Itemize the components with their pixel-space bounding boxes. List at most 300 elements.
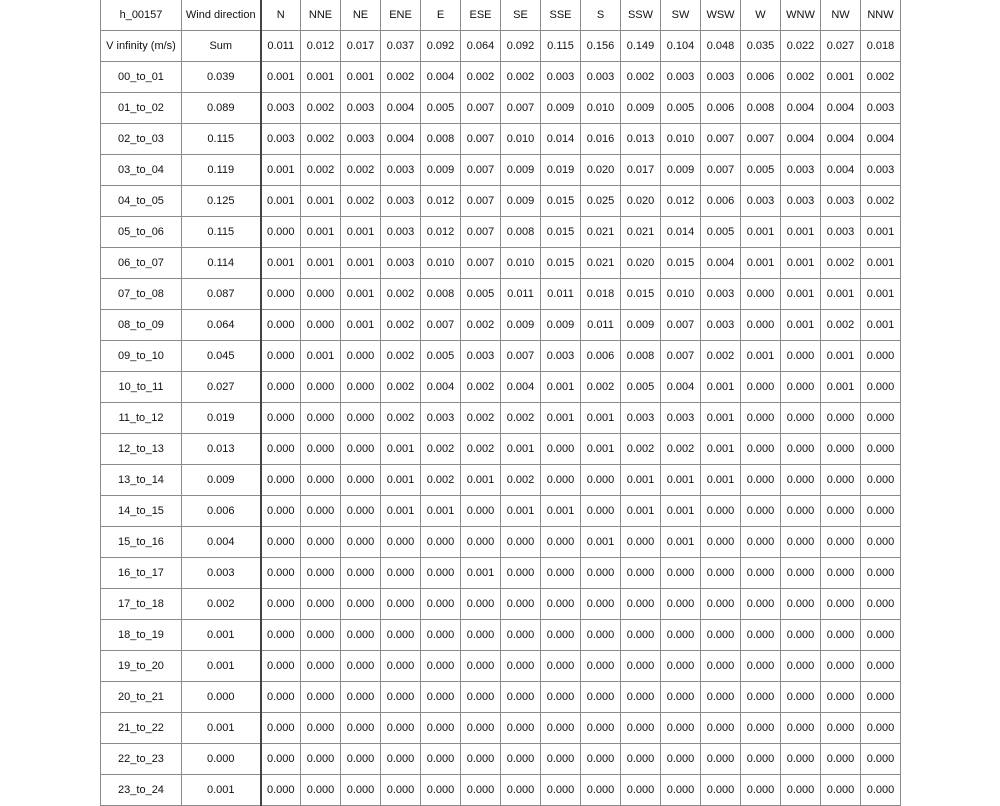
frequency-cell: 0.004: [381, 124, 421, 155]
direction-header-cell: SE: [501, 0, 541, 31]
frequency-cell: 0.013: [621, 124, 661, 155]
row-sum-cell: 0.045: [182, 341, 261, 372]
frequency-cell: 0.000: [261, 496, 301, 527]
frequency-cell: 0.000: [821, 558, 861, 589]
frequency-cell: 0.005: [661, 93, 701, 124]
speed-bin-label: 07_to_08: [101, 279, 182, 310]
frequency-cell: 0.000: [701, 496, 741, 527]
wind-frequency-table: [100, 0, 901, 806]
frequency-cell: 0.000: [421, 744, 461, 775]
frequency-cell: 0.000: [501, 744, 541, 775]
frequency-cell: 0.000: [541, 682, 581, 713]
frequency-cell: 0.002: [621, 434, 661, 465]
frequency-cell: 0.000: [421, 589, 461, 620]
frequency-cell: 0.003: [661, 403, 701, 434]
frequency-cell: 0.001: [741, 217, 781, 248]
frequency-cell: 0.009: [621, 93, 661, 124]
frequency-cell: 0.003: [781, 186, 821, 217]
direction-total-cell: 0.092: [421, 31, 461, 62]
frequency-cell: 0.001: [781, 248, 821, 279]
frequency-cell: 0.010: [581, 93, 621, 124]
frequency-cell: 0.000: [301, 496, 341, 527]
frequency-cell: 0.000: [781, 341, 821, 372]
frequency-cell: 0.007: [701, 124, 741, 155]
frequency-cell: 0.001: [341, 310, 381, 341]
frequency-cell: 0.000: [781, 651, 821, 682]
frequency-cell: 0.001: [261, 248, 301, 279]
table-row: [101, 558, 901, 589]
table-row: [101, 217, 901, 248]
frequency-cell: 0.000: [461, 682, 501, 713]
frequency-cell: 0.011: [581, 310, 621, 341]
frequency-cell: 0.000: [821, 403, 861, 434]
frequency-cell: 0.000: [381, 775, 421, 806]
frequency-cell: 0.010: [501, 124, 541, 155]
frequency-cell: 0.004: [421, 372, 461, 403]
frequency-cell: 0.025: [581, 186, 621, 217]
frequency-cell: 0.006: [701, 93, 741, 124]
frequency-cell: 0.004: [781, 93, 821, 124]
table-row: [101, 496, 901, 527]
frequency-cell: 0.001: [661, 527, 701, 558]
row-sum-cell: 0.001: [182, 713, 261, 744]
speed-bin-label: 12_to_13: [101, 434, 182, 465]
frequency-cell: 0.000: [341, 682, 381, 713]
frequency-cell: 0.005: [741, 155, 781, 186]
frequency-cell: 0.000: [861, 341, 901, 372]
direction-header-cell: NE: [341, 0, 381, 31]
frequency-cell: 0.000: [541, 589, 581, 620]
frequency-cell: 0.011: [541, 279, 581, 310]
frequency-cell: 0.000: [661, 651, 701, 682]
frequency-cell: 0.009: [501, 155, 541, 186]
frequency-cell: 0.000: [581, 744, 621, 775]
direction-header-cell: SSE: [541, 0, 581, 31]
frequency-cell: 0.000: [541, 527, 581, 558]
frequency-cell: 0.001: [541, 403, 581, 434]
frequency-cell: 0.000: [701, 589, 741, 620]
frequency-cell: 0.002: [501, 403, 541, 434]
frequency-cell: 0.000: [261, 403, 301, 434]
frequency-cell: 0.000: [261, 217, 301, 248]
frequency-cell: 0.000: [301, 434, 341, 465]
frequency-cell: 0.000: [861, 775, 901, 806]
frequency-cell: 0.000: [781, 558, 821, 589]
table-row: [101, 62, 901, 93]
frequency-cell: 0.003: [701, 310, 741, 341]
frequency-cell: 0.014: [541, 124, 581, 155]
direction-header-cell: ENE: [381, 0, 421, 31]
frequency-cell: 0.006: [701, 186, 741, 217]
frequency-cell: 0.012: [661, 186, 701, 217]
frequency-cell: 0.007: [461, 124, 501, 155]
frequency-cell: 0.000: [701, 620, 741, 651]
frequency-cell: 0.008: [421, 124, 461, 155]
frequency-cell: 0.008: [501, 217, 541, 248]
frequency-cell: 0.000: [301, 775, 341, 806]
frequency-cell: 0.002: [421, 465, 461, 496]
row-sum-cell: 0.019: [182, 403, 261, 434]
speed-header: V infinity (m/s): [101, 31, 182, 62]
frequency-cell: 0.003: [261, 93, 301, 124]
frequency-cell: 0.000: [741, 558, 781, 589]
frequency-cell: 0.000: [781, 589, 821, 620]
direction-header-cell: S: [581, 0, 621, 31]
direction-header-cell: SSW: [621, 0, 661, 31]
frequency-cell: 0.009: [501, 310, 541, 341]
frequency-cell: 0.000: [261, 558, 301, 589]
direction-total-cell: 0.018: [861, 31, 901, 62]
frequency-cell: 0.001: [861, 248, 901, 279]
speed-bin-label: 01_to_02: [101, 93, 182, 124]
frequency-cell: 0.000: [661, 682, 701, 713]
frequency-cell: 0.000: [661, 620, 701, 651]
frequency-cell: 0.001: [821, 62, 861, 93]
frequency-cell: 0.001: [701, 434, 741, 465]
frequency-cell: 0.016: [581, 124, 621, 155]
row-sum-cell: 0.002: [182, 589, 261, 620]
frequency-cell: 0.002: [341, 186, 381, 217]
frequency-cell: 0.000: [541, 744, 581, 775]
frequency-cell: 0.012: [421, 217, 461, 248]
table-row: [101, 713, 901, 744]
frequency-cell: 0.000: [301, 744, 341, 775]
frequency-cell: 0.000: [261, 372, 301, 403]
direction-total-cell: 0.092: [501, 31, 541, 62]
frequency-cell: 0.004: [661, 372, 701, 403]
frequency-cell: 0.000: [581, 620, 621, 651]
frequency-cell: 0.001: [261, 62, 301, 93]
frequency-cell: 0.002: [301, 93, 341, 124]
frequency-cell: 0.001: [301, 248, 341, 279]
frequency-cell: 0.009: [421, 155, 461, 186]
frequency-cell: 0.001: [701, 372, 741, 403]
frequency-cell: 0.001: [701, 403, 741, 434]
frequency-cell: 0.005: [701, 217, 741, 248]
frequency-cell: 0.000: [741, 620, 781, 651]
frequency-cell: 0.001: [861, 217, 901, 248]
row-sum-cell: 0.089: [182, 93, 261, 124]
frequency-cell: 0.002: [821, 310, 861, 341]
row-sum-cell: 0.001: [182, 775, 261, 806]
frequency-cell: 0.000: [341, 434, 381, 465]
direction-header-cell: NNE: [301, 0, 341, 31]
frequency-cell: 0.001: [781, 217, 821, 248]
frequency-cell: 0.000: [861, 496, 901, 527]
row-sum-cell: 0.115: [182, 124, 261, 155]
frequency-cell: 0.000: [381, 527, 421, 558]
frequency-cell: 0.001: [381, 465, 421, 496]
frequency-cell: 0.015: [541, 248, 581, 279]
frequency-cell: 0.000: [861, 434, 901, 465]
direction-header-cell: NW: [821, 0, 861, 31]
frequency-cell: 0.000: [861, 682, 901, 713]
frequency-cell: 0.000: [341, 372, 381, 403]
frequency-cell: 0.000: [621, 620, 661, 651]
frequency-cell: 0.000: [701, 744, 741, 775]
direction-header-cell: E: [421, 0, 461, 31]
speed-bin-label: 02_to_03: [101, 124, 182, 155]
frequency-cell: 0.000: [821, 465, 861, 496]
frequency-cell: 0.000: [261, 527, 301, 558]
frequency-cell: 0.004: [381, 93, 421, 124]
frequency-cell: 0.004: [821, 93, 861, 124]
frequency-cell: 0.000: [421, 775, 461, 806]
frequency-cell: 0.000: [701, 713, 741, 744]
row-sum-cell: 0.114: [182, 248, 261, 279]
speed-bin-label: 17_to_18: [101, 589, 182, 620]
frequency-cell: 0.000: [741, 496, 781, 527]
speed-bin-label: 15_to_16: [101, 527, 182, 558]
frequency-cell: 0.000: [461, 620, 501, 651]
frequency-cell: 0.001: [821, 372, 861, 403]
direction-total-cell: 0.115: [541, 31, 581, 62]
frequency-cell: 0.000: [461, 589, 501, 620]
table-row: [101, 279, 901, 310]
frequency-cell: 0.000: [541, 775, 581, 806]
frequency-cell: 0.000: [541, 434, 581, 465]
frequency-cell: 0.007: [501, 93, 541, 124]
frequency-cell: 0.000: [301, 651, 341, 682]
frequency-cell: 0.000: [261, 713, 301, 744]
frequency-cell: 0.000: [781, 434, 821, 465]
frequency-cell: 0.000: [741, 589, 781, 620]
direction-header-cell: NNW: [861, 0, 901, 31]
row-sum-cell: 0.001: [182, 651, 261, 682]
frequency-cell: 0.003: [821, 186, 861, 217]
frequency-cell: 0.000: [661, 589, 701, 620]
frequency-cell: 0.000: [301, 682, 341, 713]
frequency-cell: 0.001: [821, 341, 861, 372]
frequency-cell: 0.005: [421, 93, 461, 124]
frequency-cell: 0.000: [861, 744, 901, 775]
frequency-cell: 0.000: [541, 651, 581, 682]
frequency-cell: 0.001: [421, 496, 461, 527]
direction-total-cell: 0.104: [661, 31, 701, 62]
frequency-cell: 0.000: [381, 558, 421, 589]
frequency-cell: 0.000: [261, 279, 301, 310]
frequency-cell: 0.003: [621, 403, 661, 434]
direction-total-cell: 0.048: [701, 31, 741, 62]
frequency-cell: 0.002: [341, 155, 381, 186]
table-row: [101, 527, 901, 558]
frequency-cell: 0.002: [381, 279, 421, 310]
frequency-cell: 0.000: [341, 775, 381, 806]
speed-bin-label: 19_to_20: [101, 651, 182, 682]
frequency-cell: 0.000: [861, 527, 901, 558]
frequency-cell: 0.000: [501, 589, 541, 620]
frequency-cell: 0.001: [701, 465, 741, 496]
table-row: [101, 651, 901, 682]
frequency-cell: 0.000: [501, 558, 541, 589]
frequency-cell: 0.015: [621, 279, 661, 310]
frequency-cell: 0.000: [261, 651, 301, 682]
frequency-cell: 0.001: [341, 62, 381, 93]
frequency-cell: 0.020: [581, 155, 621, 186]
frequency-cell: 0.008: [621, 341, 661, 372]
frequency-cell: 0.001: [261, 155, 301, 186]
frequency-cell: 0.021: [581, 217, 621, 248]
frequency-cell: 0.000: [741, 372, 781, 403]
frequency-cell: 0.003: [381, 217, 421, 248]
speed-bin-label: 10_to_11: [101, 372, 182, 403]
table-row: [101, 186, 901, 217]
frequency-cell: 0.003: [261, 124, 301, 155]
frequency-cell: 0.002: [781, 62, 821, 93]
frequency-cell: 0.007: [461, 217, 501, 248]
frequency-cell: 0.002: [421, 434, 461, 465]
frequency-cell: 0.007: [461, 248, 501, 279]
frequency-cell: 0.001: [301, 341, 341, 372]
frequency-cell: 0.000: [301, 620, 341, 651]
frequency-cell: 0.000: [381, 589, 421, 620]
frequency-cell: 0.015: [541, 186, 581, 217]
frequency-cell: 0.000: [461, 496, 501, 527]
frequency-cell: 0.003: [461, 341, 501, 372]
frequency-cell: 0.020: [621, 186, 661, 217]
frequency-cell: 0.007: [741, 124, 781, 155]
row-sum-cell: 0.009: [182, 465, 261, 496]
frequency-cell: 0.002: [701, 341, 741, 372]
frequency-cell: 0.007: [461, 155, 501, 186]
frequency-cell: 0.000: [421, 558, 461, 589]
direction-header-cell: WNW: [781, 0, 821, 31]
frequency-cell: 0.002: [381, 310, 421, 341]
frequency-cell: 0.000: [421, 527, 461, 558]
frequency-cell: 0.001: [501, 434, 541, 465]
frequency-cell: 0.000: [861, 620, 901, 651]
frequency-cell: 0.000: [781, 713, 821, 744]
frequency-cell: 0.001: [781, 279, 821, 310]
frequency-cell: 0.009: [501, 186, 541, 217]
frequency-cell: 0.000: [421, 620, 461, 651]
frequency-cell: 0.003: [541, 341, 581, 372]
frequency-cell: 0.003: [861, 93, 901, 124]
frequency-cell: 0.000: [621, 713, 661, 744]
frequency-cell: 0.000: [501, 620, 541, 651]
frequency-cell: 0.000: [461, 527, 501, 558]
frequency-cell: 0.000: [861, 651, 901, 682]
frequency-cell: 0.000: [741, 527, 781, 558]
frequency-cell: 0.007: [661, 341, 701, 372]
wind-direction-header: Wind direction: [182, 0, 261, 31]
frequency-cell: 0.002: [621, 62, 661, 93]
frequency-cell: 0.000: [301, 589, 341, 620]
frequency-cell: 0.014: [661, 217, 701, 248]
frequency-cell: 0.007: [421, 310, 461, 341]
frequency-cell: 0.004: [781, 124, 821, 155]
direction-header-cell: N: [261, 0, 301, 31]
frequency-cell: 0.000: [341, 713, 381, 744]
speed-bin-label: 14_to_15: [101, 496, 182, 527]
frequency-cell: 0.018: [581, 279, 621, 310]
table-row: [101, 155, 901, 186]
frequency-cell: 0.000: [581, 589, 621, 620]
frequency-cell: 0.000: [821, 682, 861, 713]
frequency-cell: 0.000: [381, 651, 421, 682]
frequency-cell: 0.000: [621, 558, 661, 589]
frequency-cell: 0.000: [821, 434, 861, 465]
frequency-cell: 0.007: [661, 310, 701, 341]
frequency-cell: 0.001: [621, 496, 661, 527]
frequency-cell: 0.004: [821, 124, 861, 155]
frequency-cell: 0.002: [861, 186, 901, 217]
row-sum-cell: 0.064: [182, 310, 261, 341]
frequency-cell: 0.010: [661, 279, 701, 310]
frequency-cell: 0.002: [461, 434, 501, 465]
frequency-cell: 0.000: [341, 589, 381, 620]
frequency-cell: 0.001: [301, 186, 341, 217]
frequency-cell: 0.000: [661, 775, 701, 806]
frequency-cell: 0.002: [381, 403, 421, 434]
direction-header-cell: W: [741, 0, 781, 31]
table-row: [101, 620, 901, 651]
frequency-cell: 0.001: [861, 310, 901, 341]
frequency-cell: 0.000: [541, 620, 581, 651]
frequency-cell: 0.000: [621, 775, 661, 806]
frequency-cell: 0.006: [581, 341, 621, 372]
frequency-cell: 0.009: [621, 310, 661, 341]
frequency-cell: 0.000: [461, 744, 501, 775]
frequency-cell: 0.001: [661, 465, 701, 496]
frequency-cell: 0.000: [461, 775, 501, 806]
frequency-cell: 0.000: [581, 651, 621, 682]
frequency-cell: 0.000: [701, 558, 741, 589]
frequency-cell: 0.009: [541, 310, 581, 341]
frequency-cell: 0.003: [341, 124, 381, 155]
frequency-cell: 0.000: [381, 682, 421, 713]
frequency-cell: 0.000: [341, 465, 381, 496]
frequency-cell: 0.000: [421, 682, 461, 713]
frequency-cell: 0.000: [741, 465, 781, 496]
frequency-cell: 0.000: [781, 620, 821, 651]
frequency-cell: 0.000: [781, 496, 821, 527]
frequency-cell: 0.002: [501, 465, 541, 496]
frequency-cell: 0.000: [301, 527, 341, 558]
row-sum-cell: 0.119: [182, 155, 261, 186]
frequency-cell: 0.000: [541, 558, 581, 589]
frequency-cell: 0.001: [381, 434, 421, 465]
frequency-cell: 0.005: [461, 279, 501, 310]
row-sum-cell: 0.087: [182, 279, 261, 310]
frequency-cell: 0.000: [381, 744, 421, 775]
table-row: [101, 775, 901, 806]
frequency-cell: 0.000: [341, 744, 381, 775]
frequency-cell: 0.001: [301, 217, 341, 248]
frequency-cell: 0.002: [381, 341, 421, 372]
frequency-cell: 0.000: [741, 713, 781, 744]
table-row: [101, 589, 901, 620]
speed-bin-label: 13_to_14: [101, 465, 182, 496]
sum-header: Sum: [182, 31, 261, 62]
frequency-cell: 0.003: [541, 62, 581, 93]
row-sum-cell: 0.125: [182, 186, 261, 217]
frequency-cell: 0.002: [461, 372, 501, 403]
frequency-cell: 0.001: [501, 496, 541, 527]
frequency-cell: 0.000: [621, 744, 661, 775]
table-id-label: h_00157: [101, 0, 182, 31]
frequency-cell: 0.000: [741, 403, 781, 434]
frequency-cell: 0.000: [461, 713, 501, 744]
frequency-cell: 0.000: [821, 744, 861, 775]
speed-bin-label: 23_to_24: [101, 775, 182, 806]
table-row: [101, 682, 901, 713]
speed-bin-label: 03_to_04: [101, 155, 182, 186]
direction-total-cell: 0.064: [461, 31, 501, 62]
frequency-cell: 0.000: [821, 620, 861, 651]
speed-bin-label: 11_to_12: [101, 403, 182, 434]
frequency-cell: 0.000: [861, 403, 901, 434]
